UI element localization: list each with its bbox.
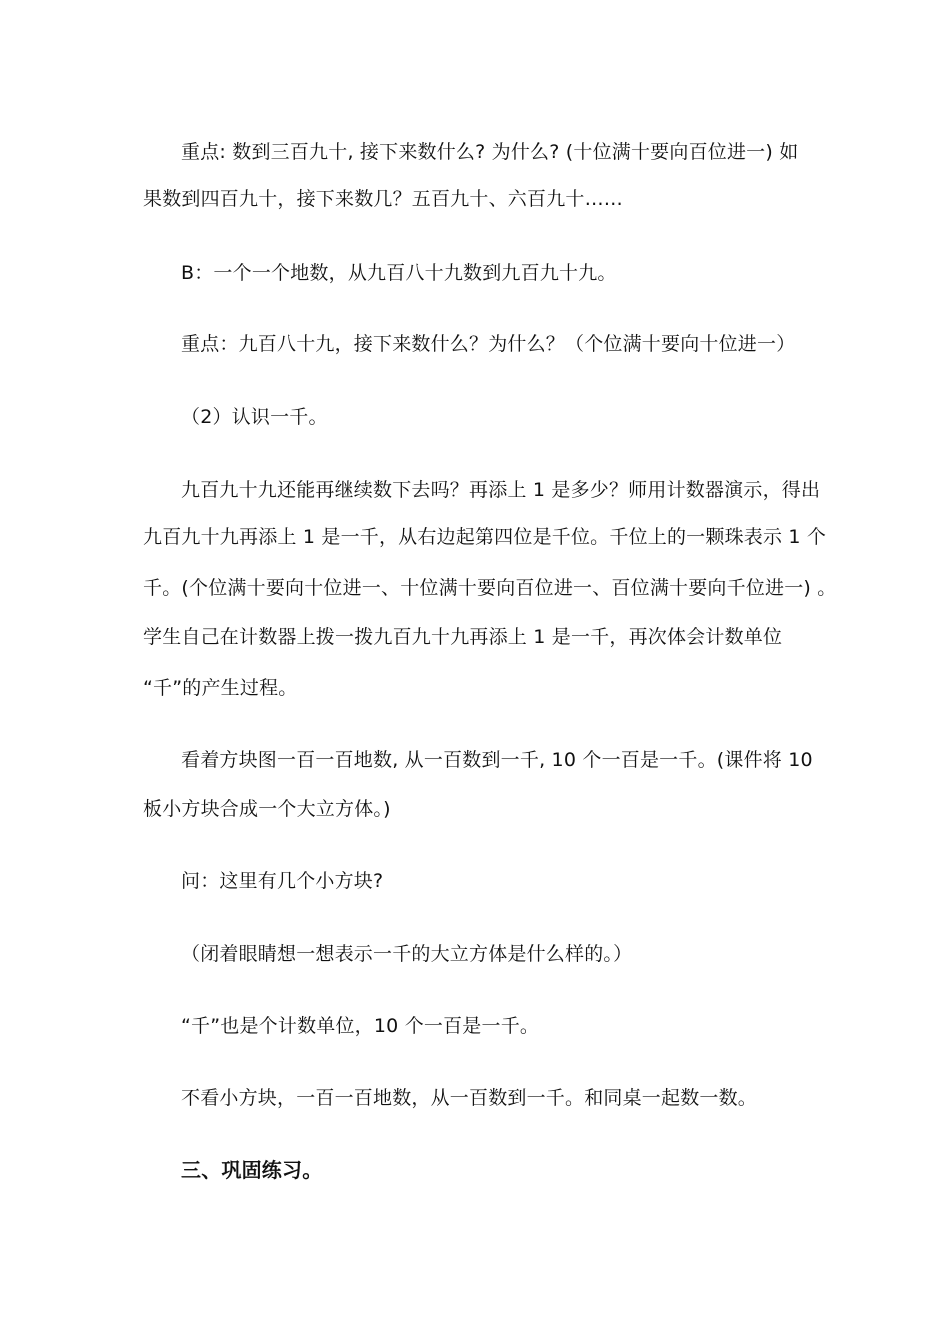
line-10: “千”的产生过程。 [143,677,298,699]
line-2: 果数到四百九十，接下来数几？五百九十、六百九十…… [143,188,624,210]
line-16: 不看小方块，一百一百地数，从一百数到一千。和同桌一起数一数。 [181,1087,758,1109]
line-13: 问：这里有几个小方块? [181,870,384,892]
line-8: 千。(个位满十要向十位进一、十位满十要向百位进一、百位满十要向千位进一) 。 [143,577,837,599]
line-7: 九百九十九再添上 1 是一千，从右边起第四位是千位。千位上的一颗珠表示 1 个 [143,526,827,548]
line-12: 板小方块合成一个大立方体。) [143,798,391,820]
line-4: 重点：九百八十九，接下来数什么？为什么？（个位满十要向十位进一） [181,333,796,355]
line-3: B：一个一个地数，从九百八十九数到九百九十九。 [181,262,617,284]
line-9: 学生自己在计数器上拨一拨九百九十九再添上 1 是一千，再次体会计数单位 [143,626,783,648]
line-5: （2）认识一千。 [181,406,328,428]
line-1: 重点: 数到三百九十, 接下来数什么? 为什么? (十位满十要向百位进一) 如 [181,141,799,163]
line-14: （闭着眼睛想一想表示一千的大立方体是什么样的。） [181,943,633,965]
line-15: “千”也是个计数单位，10 个一百是一千。 [181,1015,540,1037]
section-heading: 三、巩固练习。 [181,1158,323,1182]
line-11: 看着方块图一百一百地数, 从一百数到一千, 10 个一百是一千。(课件将 10 [181,749,813,771]
line-6: 九百九十九还能再继续数下去吗？再添上 1 是多少？师用计数器演示，得出 [181,479,821,501]
